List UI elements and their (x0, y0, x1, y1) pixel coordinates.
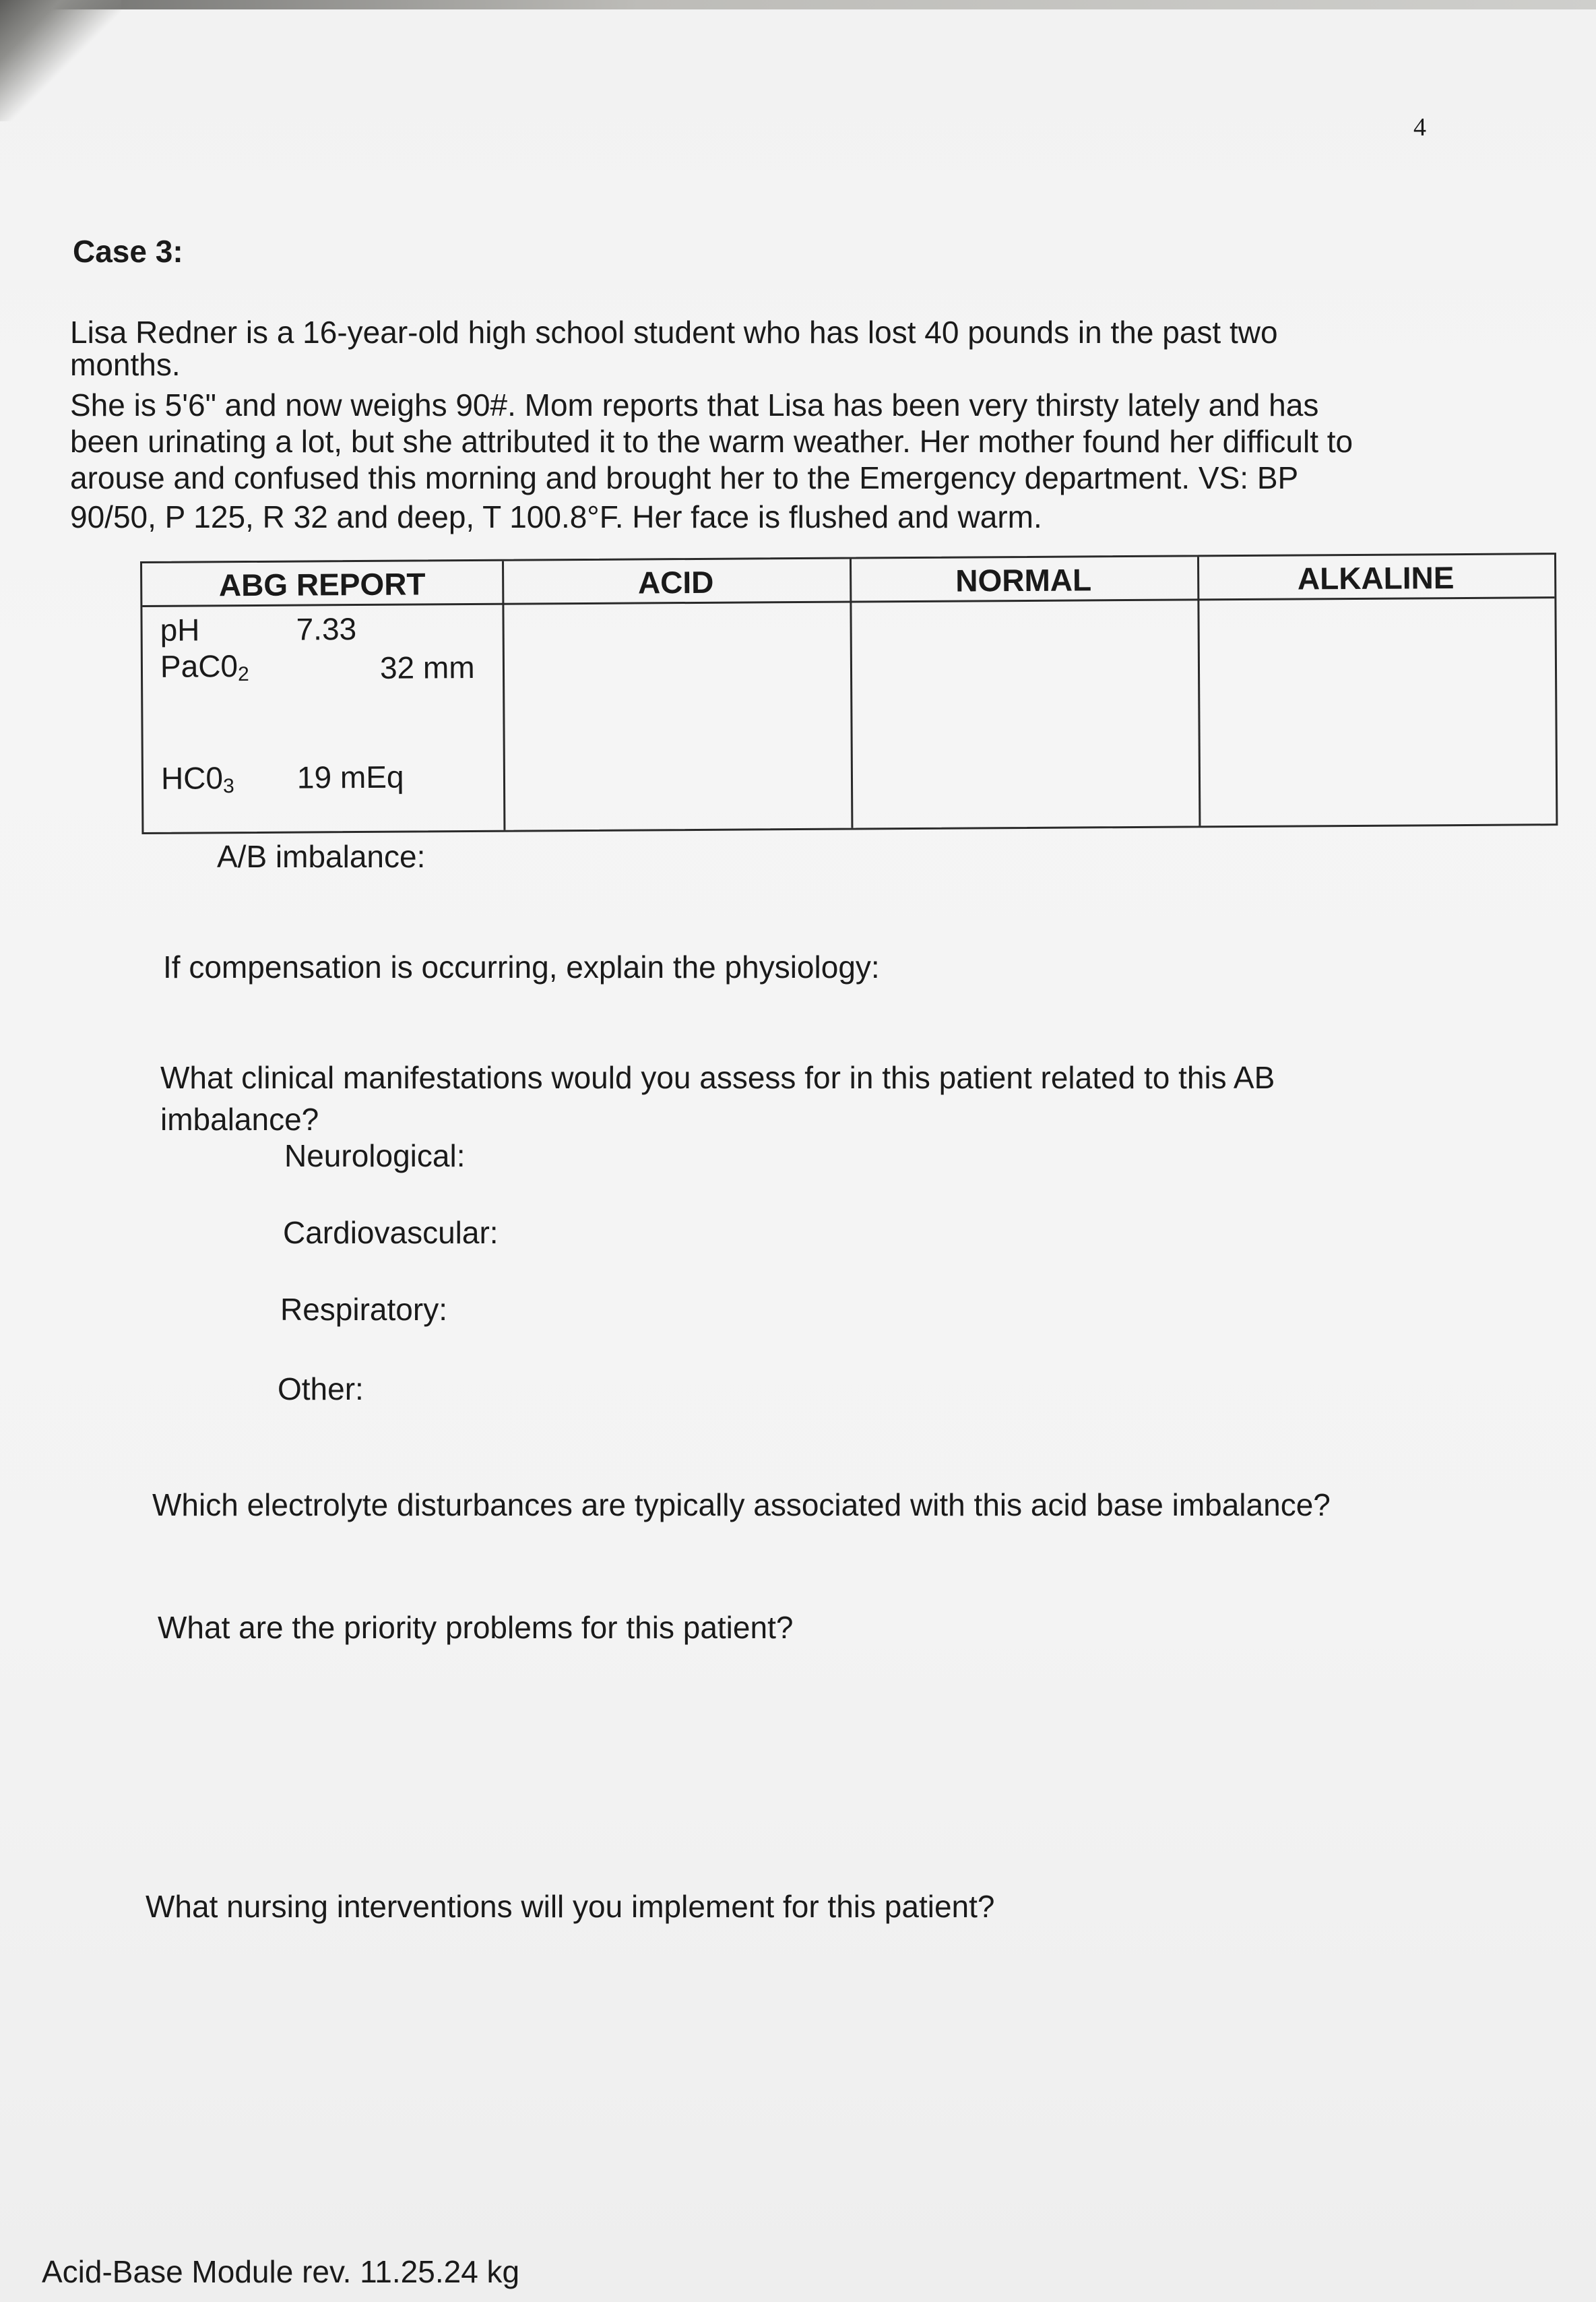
abg-header-alkaline: ALKALINE (1297, 560, 1455, 596)
intro-line-2: months. (70, 347, 181, 382)
intro-line-3: She is 5'6" and now weighs 90#. Mom reports that Lisa has been very thirsty lately and has (70, 387, 1319, 423)
intro-line-1: Lisa Redner is a 16-year-old high school student who has lost 40 pounds in the past two (70, 315, 1278, 350)
abg-header-normal: NORMAL (955, 562, 1092, 598)
abg-ph-value: 7.33 (296, 611, 357, 647)
abg-header-report: ABG REPORT (218, 566, 426, 603)
footer-revision: Acid-Base Module rev. 11.25.24 kg (42, 2254, 520, 2289)
question-compensation: If compensation is occurring, explain the physiology: (163, 950, 880, 985)
abg-normal-answer-cell[interactable] (854, 604, 1192, 821)
abg-paco2-value: 32 mm (379, 649, 475, 685)
label-cardiovascular: Cardiovascular: (283, 1215, 499, 1250)
question-manifestations-line-1: What clinical manifestations would you assess for in this patient related to this AB (160, 1060, 1275, 1095)
question-priority-problems: What are the priority problems for this patient? (158, 1610, 794, 1645)
case-heading: Case 3: (73, 234, 183, 269)
abg-table (140, 553, 1558, 834)
page-top-edge (0, 0, 1596, 9)
intro-line-6: 90/50, P 125, R 32 and deep, T 100.8°F. Her face is flushed and warm. (70, 499, 1042, 534)
question-manifestations-line-2: imbalance? (160, 1102, 319, 1137)
label-neurological: Neurological: (284, 1138, 466, 1173)
abg-hco3-label: $HC0_3$ (160, 760, 234, 798)
page-number: 4 (1413, 113, 1426, 142)
intro-line-5: arouse and confused this morning and brought her to the Emergency department. VS: BP (70, 460, 1299, 495)
question-nursing-interventions: What nursing interventions will you implement for this patient? (146, 1889, 995, 1924)
intro-line-4: been urinating a lot, but she attributed it to the warm weather. Her mother found her difficult to (70, 424, 1353, 459)
abg-paco2-label: $PaC0_2$ (160, 648, 249, 686)
label-other: Other: (278, 1371, 364, 1406)
abg-acid-answer-cell[interactable] (507, 606, 845, 824)
label-respiratory: Respiratory: (280, 1292, 447, 1327)
abg-alkaline-answer-cell[interactable] (1202, 602, 1550, 819)
abg-header-acid: ACID (637, 564, 714, 600)
abg-ph-label: pH (160, 612, 200, 648)
question-electrolyte: Which electrolyte disturbances are typically associated with this acid base imbalance? (152, 1487, 1331, 1522)
abg-hco3-value: 19 mEq (296, 759, 404, 795)
page-corner-shadow (0, 0, 121, 121)
ab-imbalance-label: A/B imbalance: (217, 839, 426, 874)
